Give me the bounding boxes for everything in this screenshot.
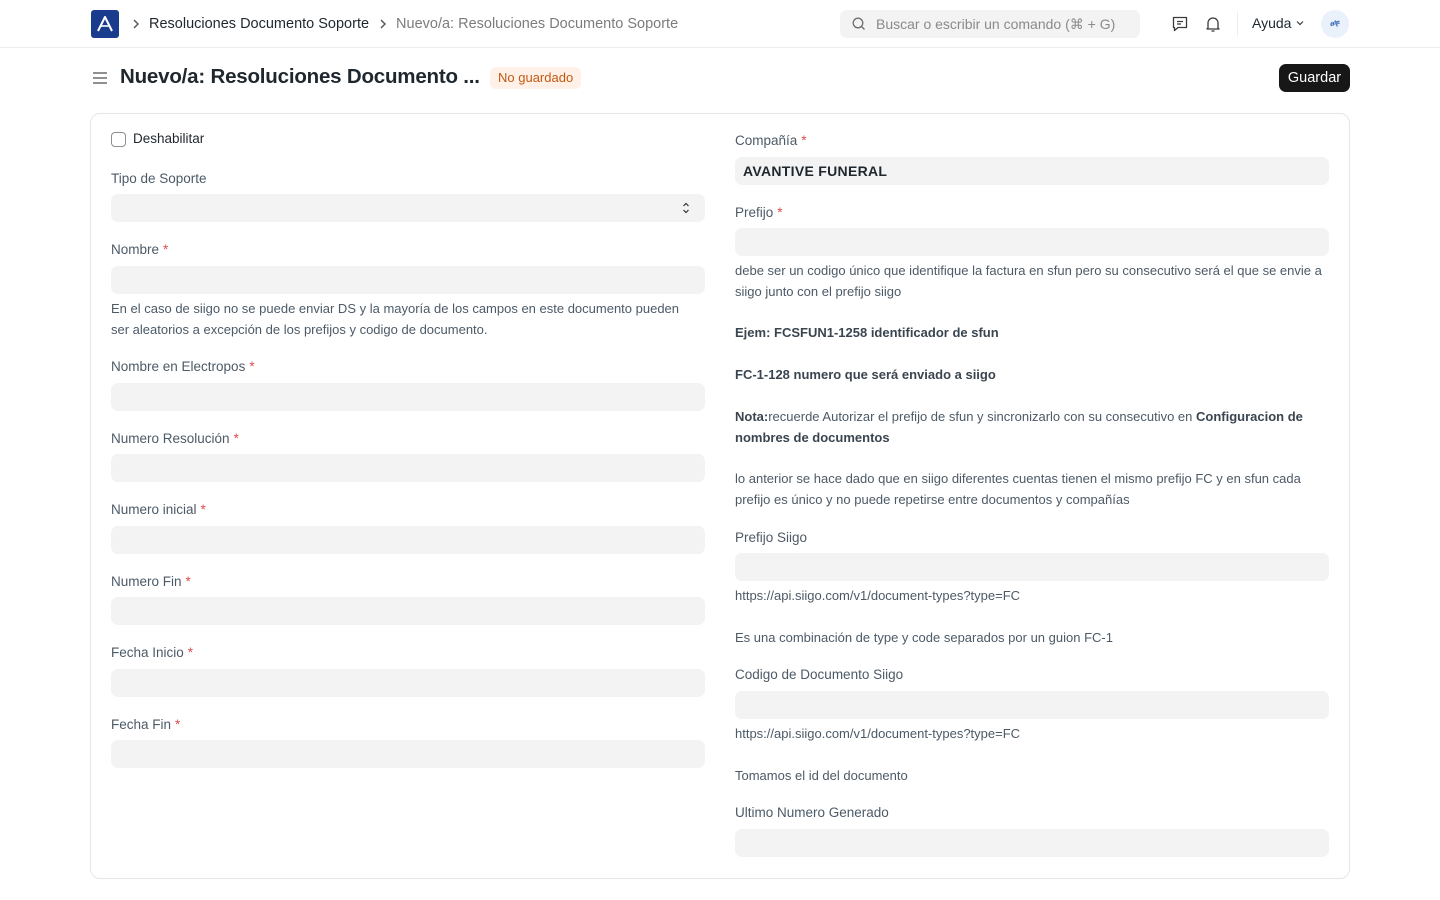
required-mark: * [185, 574, 191, 589]
prefijo-example-siigo: FC-1-128 numero que será enviado a siigo [735, 367, 996, 382]
required-mark: * [249, 359, 255, 374]
select-arrows-icon [681, 201, 691, 215]
search-input[interactable] [876, 16, 1126, 32]
required-mark: * [163, 242, 169, 257]
numero-fin-label-text: Numero Fin [111, 574, 182, 589]
compania-value: AVANTIVE FUNERAL [743, 163, 888, 179]
prefijo-description-2: lo anterior se hace dado que en siigo diferentes cuentas tienen el mismo prefijo FC y en sfun cada prefijo es único y no puede repetirse entre documentos y compañías [735, 471, 1301, 507]
search-icon [851, 16, 867, 32]
help-label: Ayuda [1252, 15, 1292, 31]
nombre-field[interactable] [111, 266, 705, 294]
prefijo-nota [735, 406, 1330, 448]
chevron-right-icon [132, 18, 140, 30]
codigo-documento-description: Tomamos el id del documento [735, 768, 908, 783]
required-mark: * [801, 133, 807, 148]
page-header [0, 48, 1440, 108]
chevron-down-icon [1295, 18, 1305, 28]
fecha-inicio-label [111, 645, 193, 660]
nota-bold: Nota: [735, 409, 769, 424]
nombre-label-text: Nombre [111, 242, 160, 257]
fecha-inicio-label-text: Fecha Inicio [111, 645, 184, 660]
chat-icon[interactable] [1170, 14, 1190, 34]
nombre-electropos-label-text: Nombre en Electropos [111, 359, 246, 374]
numero-resolucion-label-text: Numero Resolución [111, 431, 230, 446]
required-mark: * [175, 717, 181, 732]
compania-label-text: Compañía [735, 133, 798, 148]
ultimo-numero-field[interactable] [735, 829, 1329, 857]
prefijo-siigo-description: Es una combinación de type y code separados por un guion FC-1 [735, 630, 1113, 645]
breadcrumb-doctype[interactable]: Resoluciones Documento Soporte [149, 16, 370, 32]
awesome-bar[interactable] [840, 10, 1140, 38]
avatar[interactable]: ፀቸ [1321, 10, 1349, 38]
nombre-electropos-label [111, 359, 255, 374]
numero-inicial-label-text: Numero inicial [111, 502, 197, 517]
save-button[interactable]: Guardar [1279, 64, 1350, 92]
numero-fin-label [111, 574, 191, 589]
breadcrumb [132, 14, 678, 34]
help-dropdown[interactable] [1252, 15, 1305, 31]
status-badge: No guardado [490, 67, 581, 89]
prefijo-siigo-field[interactable] [735, 553, 1329, 581]
nombre-label [111, 242, 168, 257]
fecha-inicio-field[interactable] [111, 669, 705, 697]
required-mark: * [233, 431, 239, 446]
prefijo-siigo-url: https://api.siigo.com/v1/document-types?type=FC [735, 588, 1021, 603]
codigo-documento-field[interactable] [735, 691, 1329, 719]
required-mark: * [187, 645, 194, 660]
disable-label: Deshabilitar [133, 131, 205, 146]
prefijo-description: debe ser un codigo único que identifique la factura en sfun pero su consecutivo será el que se envie a siigo junto con el prefijo siigo [735, 263, 1322, 299]
prefijo-label-text: Prefijo [735, 205, 774, 220]
top-navbar [0, 0, 1440, 48]
required-mark: * [200, 502, 206, 517]
fecha-fin-field[interactable] [111, 740, 705, 768]
chevron-right-icon [379, 18, 387, 30]
required-mark: * [777, 205, 783, 220]
tipo-soporte-select[interactable] [111, 194, 705, 222]
navbar-divider [1237, 12, 1238, 36]
nota-text: recuerde Autorizar el prefijo de sfun y sincronizarlo con su consecutivo en [768, 409, 1196, 424]
form-card [90, 113, 1350, 879]
prefijo-example-sfun: Ejem: FCSFUN1-1258 identificador de sfun [735, 325, 999, 340]
fecha-fin-label-text: Fecha Fin [111, 717, 172, 732]
numero-fin-field[interactable] [111, 597, 705, 625]
numero-resolucion-label [111, 431, 239, 446]
numero-inicial-label [111, 502, 206, 517]
breadcrumb-current[interactable]: Nuevo/a: Resoluciones Documento Soporte [396, 16, 679, 32]
numero-inicial-field[interactable] [111, 526, 705, 554]
nota-link[interactable]: Configuracion de nombres de documentos [735, 409, 1303, 445]
compania-field[interactable] [735, 157, 1329, 185]
app-logo[interactable] [91, 10, 119, 38]
nombre-description: En el caso de siigo no se puede enviar DS y la mayoría de los campos en este documento pueden ser aleatorios a excepción de los prefijos y codigo de documento. [111, 301, 680, 337]
ultimo-numero-label: Ultimo Numero Generado [735, 805, 889, 820]
page-title: Nuevo/a: Resoluciones Documento ... [120, 65, 480, 88]
bell-icon[interactable] [1203, 14, 1223, 34]
fecha-fin-label [111, 717, 180, 732]
prefijo-siigo-label: Prefijo Siigo [735, 530, 808, 545]
sidebar-toggle-icon[interactable] [91, 69, 109, 87]
compania-label [735, 133, 807, 148]
numero-resolucion-field[interactable] [111, 454, 705, 482]
prefijo-field[interactable] [735, 228, 1329, 256]
codigo-documento-label: Codigo de Documento Siigo [735, 667, 904, 682]
prefijo-label [735, 205, 783, 220]
codigo-documento-url: https://api.siigo.com/v1/document-types?type=FC [735, 726, 1021, 741]
tipo-soporte-label: Tipo de Soporte [111, 171, 207, 186]
nombre-electropos-field[interactable] [111, 383, 705, 411]
disable-checkbox[interactable] [111, 132, 126, 147]
